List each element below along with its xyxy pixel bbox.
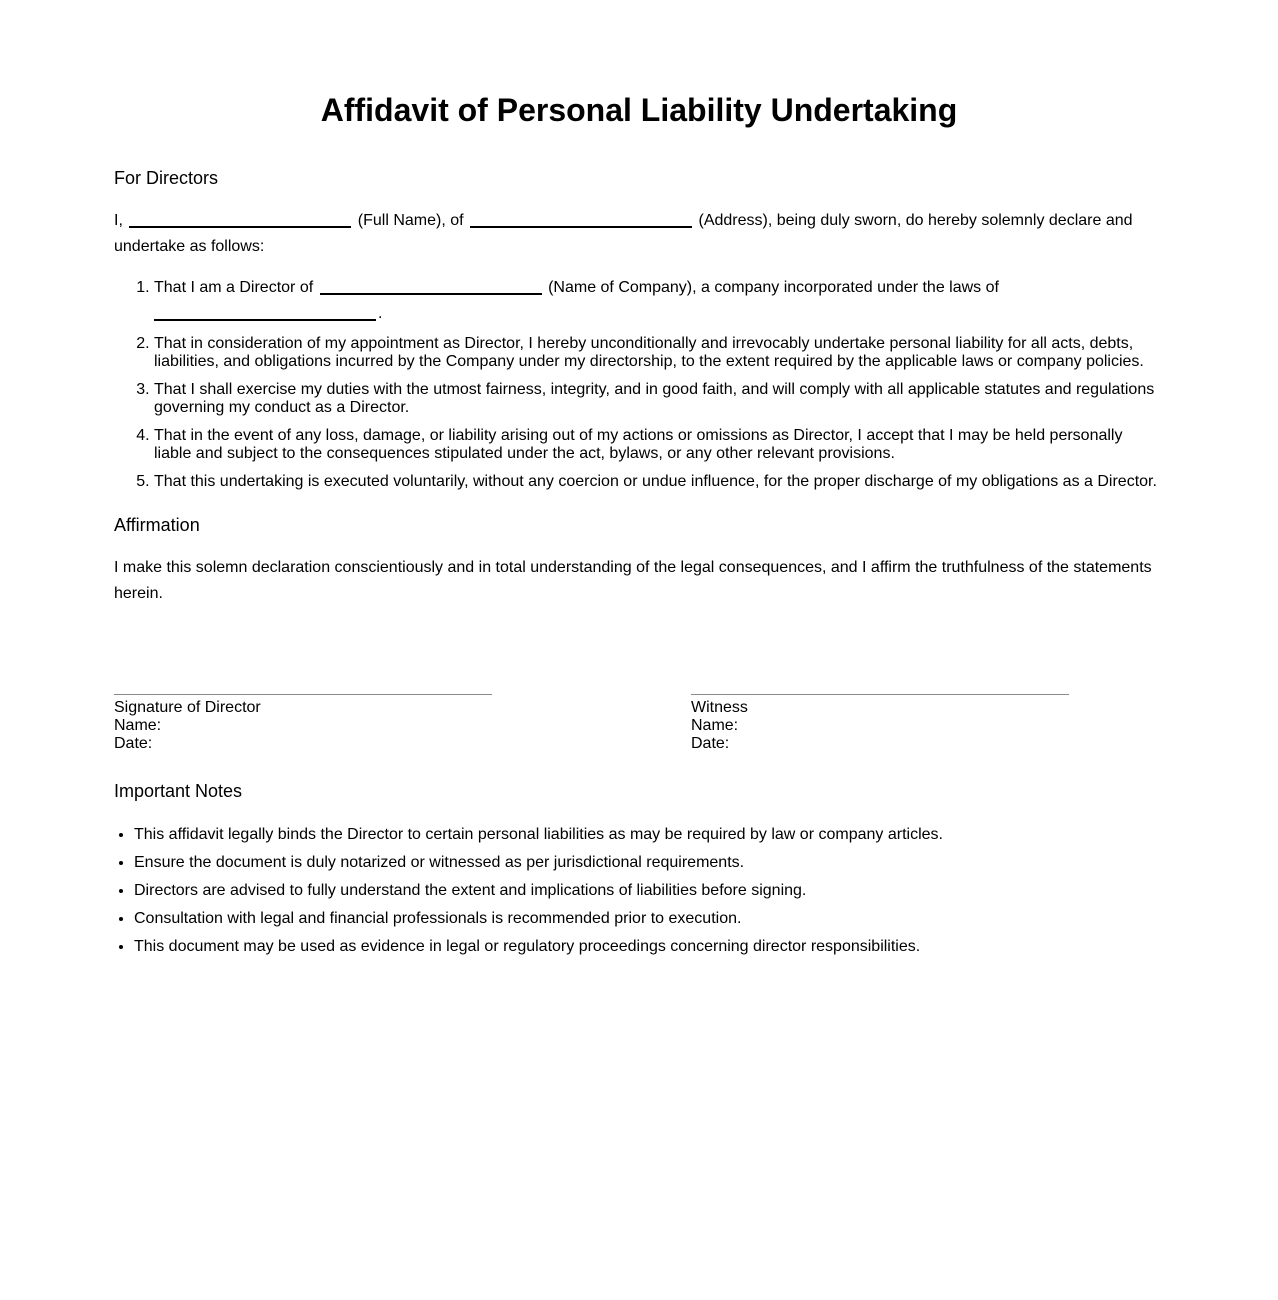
section-heading-affirmation: Affirmation bbox=[114, 515, 200, 535]
document-body bbox=[114, 166, 1164, 966]
witness-signature-line[interactable] bbox=[691, 694, 1069, 695]
director-name-label: Name: bbox=[114, 717, 162, 734]
undertaking-item-5: 5. That this undertaking is executed voluntarily, without any coercion or undue influence, for the proper discharge of my obligations as a Director. bbox=[154, 473, 1164, 491]
witness-signature-block bbox=[691, 694, 1069, 753]
document-title: Affidavit of Personal Liability Undertaking bbox=[320, 92, 958, 128]
undertaking-item-3: 3. That I shall exercise my duties with the utmost fairness, integrity, and in good faith, and will comply with all applicable statutes and regulations governing my conduct as a Director. bbox=[154, 381, 1164, 417]
note-item: • Consultation with legal and financial professionals is recommended prior to execution. bbox=[134, 910, 1164, 928]
director-signature-line[interactable] bbox=[114, 694, 492, 695]
director-signature-block bbox=[114, 694, 492, 753]
item-1-prefix: That I am a Director of bbox=[154, 279, 314, 296]
item-1-end: . bbox=[378, 305, 383, 322]
undertaking-list bbox=[114, 275, 1164, 491]
intro-full-name-label: (Full Name), of bbox=[357, 212, 464, 229]
witness-name-label: Name: bbox=[691, 717, 739, 734]
witness-signature-label: Witness bbox=[691, 699, 748, 716]
note-item: • This document may be used as evidence in legal or regulatory proceedings concerning director responsibilities. bbox=[134, 938, 1164, 956]
full-name-blank[interactable] bbox=[129, 208, 351, 228]
intro-prefix: I, bbox=[114, 212, 123, 229]
intro-address-label: (Address), being duly sworn, do hereby solemnly declare and undertake as follows: bbox=[114, 212, 1133, 255]
affirmation-text: I make this solemn declaration conscientiously and in total understanding of the legal consequences, and I affirm the truthfulness of the statements herein. bbox=[114, 559, 1152, 602]
director-date-label: Date: bbox=[114, 735, 153, 752]
section-heading-directors: For Directors bbox=[114, 168, 219, 188]
section-heading-notes: Important Notes bbox=[114, 781, 243, 801]
note-item: • Directors are advised to fully understand the extent and implications of liabilities before signing. bbox=[134, 882, 1164, 900]
company-name-blank[interactable] bbox=[320, 275, 542, 295]
address-blank[interactable] bbox=[470, 208, 692, 228]
jurisdiction-blank[interactable] bbox=[154, 301, 376, 321]
declaration-intro bbox=[114, 208, 1164, 260]
witness-date-label: Date: bbox=[691, 735, 730, 752]
note-item: • Ensure the document is duly notarized or witnessed as per jurisdictional requirements. bbox=[134, 854, 1164, 872]
undertaking-item-4: 4. That in the event of any loss, damage, or liability arising out of my actions or omissions as Director, I accept that I may be held personally liable and subject to the consequences stipulated under the act, bylaws, or any other relevant provisions. bbox=[154, 427, 1164, 463]
director-signature-label: Signature of Director bbox=[114, 699, 261, 716]
note-item: • This affidavit legally binds the Director to certain personal liabilities as may be required by law or company articles. bbox=[134, 826, 1164, 844]
notes-list bbox=[114, 826, 1164, 956]
item-1-suffix: (Name of Company), a company incorporated under the laws of bbox=[548, 279, 999, 296]
undertaking-item-1 bbox=[154, 275, 1164, 327]
signature-area bbox=[114, 694, 1164, 754]
undertaking-item-2: 2. That in consideration of my appointment as Director, I hereby unconditionally and irrevocably undertake personal liability for all acts, debts, liabilities, and obligations incurred by the Company under my directorship, to the extent required by the applicable laws or company policies. bbox=[154, 335, 1164, 371]
